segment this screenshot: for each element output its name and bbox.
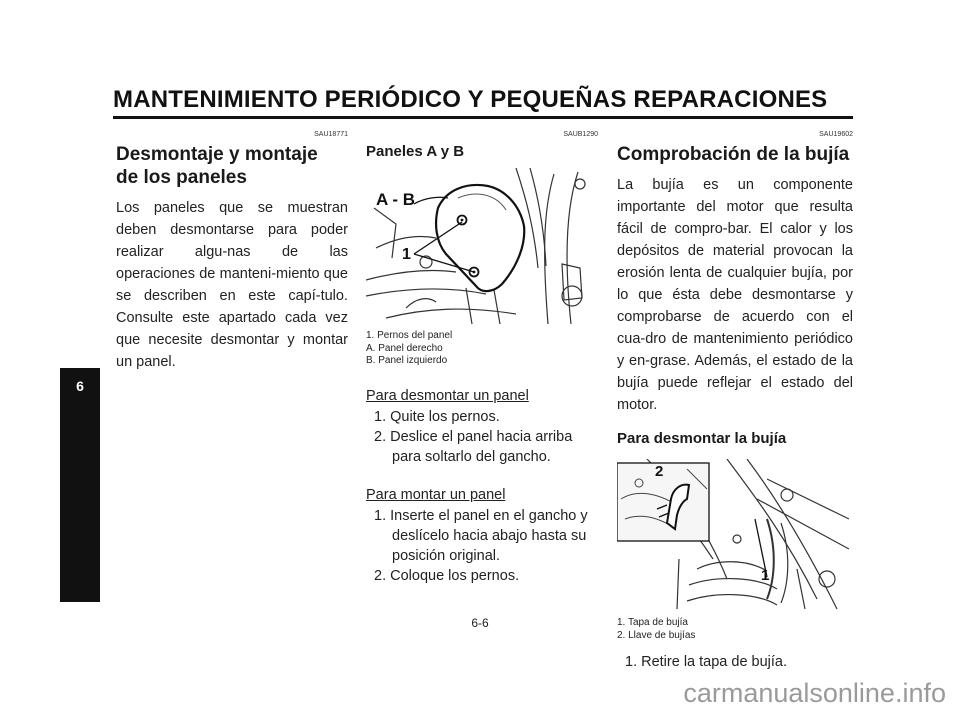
figure-label-2: 2 [655,463,664,480]
chapter-tab [60,368,100,602]
chapter-tab-number: 6 [76,378,84,394]
caption-line: 2. Llave de bujías [617,629,696,641]
step-item: 1. Inserte el panel en el gancho y deslícelo hacia abajo hasta su posición original. [374,507,588,564]
panels-heading: Paneles A y B [366,143,465,160]
page-number: 6-6 [471,616,489,630]
panels-figure [366,168,598,324]
figure-label-1: 1 [761,567,770,584]
caption-line: 1. Pernos del panel [366,330,453,341]
section-code: SAUB1290 [563,131,598,138]
page-header-title: MANTENIMIENTO PERIÓDICO Y PEQUEÑAS REPARACIONES [113,86,828,113]
watermark: carmanualsonline.info [683,678,946,708]
figure-caption [366,330,598,368]
section-heading-line2: de los paneles [116,167,247,188]
install-panel-heading: Para montar un panel [366,486,506,503]
caption-line: 1. Tapa de bujía [617,617,688,628]
spark-plug-heading: Comprobación de la bujía [617,144,850,165]
section-code: SAU19602 [819,131,853,138]
remove-spark-plug-heading: Para desmontar la bujía [617,430,787,447]
middle-column [366,131,598,586]
caption-line: A. Panel derecho [366,342,443,354]
step-item: 2. Coloque los pernos. [374,567,520,584]
spark-plug-figure [617,459,849,611]
section-heading-line1: Desmontaje y montaje [116,144,318,165]
spark-plug-illustration [617,459,849,611]
right-column [617,131,853,672]
figure-label-ab: A - B [376,190,416,209]
step-item: 1. Retire la tapa de bujía. [625,654,788,670]
section-heading [116,143,348,189]
spark-plug-body: La bujía es un componente importante del motor que resulta fácil de compro-bar. El calor y los depósitos de material provocan la erosión lenta de cualquier bujía, por lo que ésta debe desmontarse y comprobarse de acuerdo con el cua-dro de mantenimiento periódico y en-grase. Además, el estado de la bujía puede reflejar el estado del motor. [617,177,853,413]
left-column [116,131,348,373]
step-item: 1. Quite los pernos. [374,408,500,425]
step-item: 2. Deslice el panel hacia arriba para soltarlo del gancho. [374,428,573,465]
header-rule [113,116,853,119]
spark-plug-steps [617,652,853,672]
figure-label-1: 1 [402,246,411,263]
section-code: SAU18771 [314,131,348,138]
section-body: Los paneles que se muestran deben desmontarse para poder realizar algu-nas de las operaciones de manteni-miento que se describen en este capí-tulo. Consulte este apartado cada vez que necesite desmontar y montar un panel. [116,200,348,370]
remove-panel-heading: Para desmontar un panel [366,387,529,404]
install-panel-steps [366,506,598,586]
caption-line: B. Panel izquierdo [366,355,448,366]
remove-panel-steps [366,407,598,467]
